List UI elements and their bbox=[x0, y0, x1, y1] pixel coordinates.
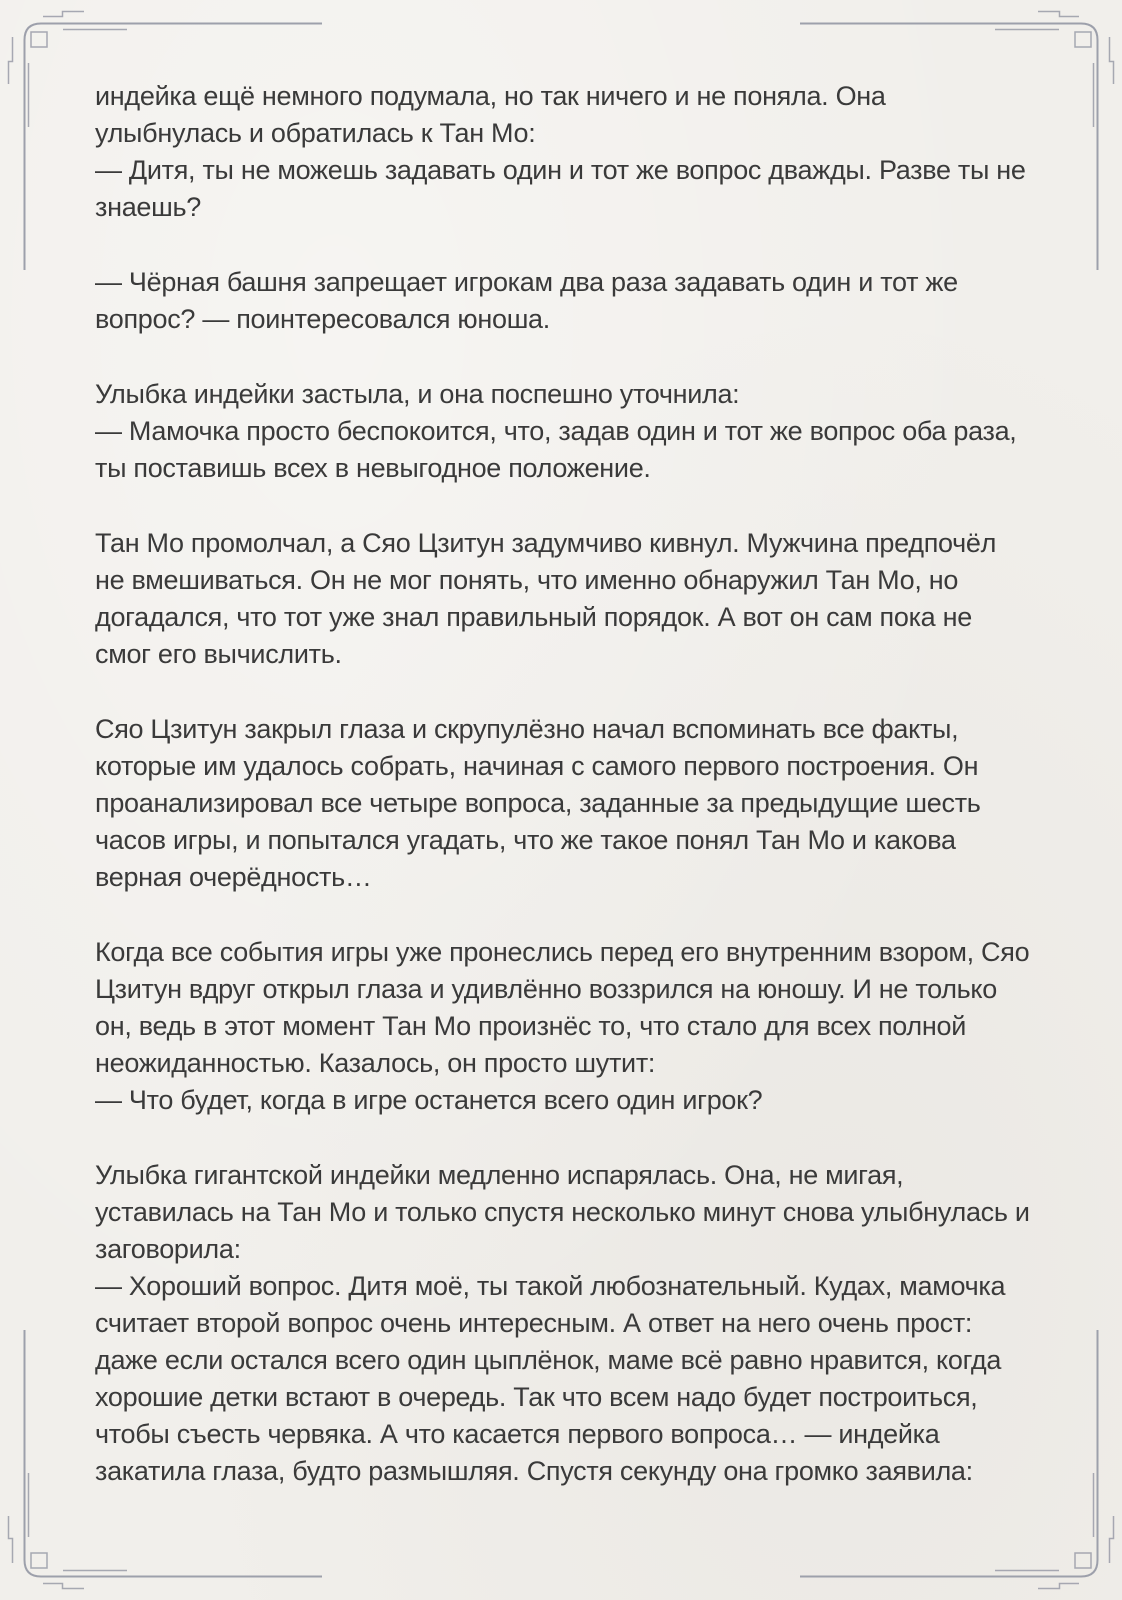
text-line: Сяо Цзитун закрыл глаза и скрупулёзно начал вспоминать все факты, которые им удалось собрать, начиная с самого первого построения. Он проанализировал все четыре вопроса, заданные за предыдущие шесть часов игры, и попытался угадать, что же такое понял Тан Мо и какова верная очерёдность… bbox=[95, 714, 981, 892]
paragraph bbox=[95, 525, 1030, 673]
text-line: Улыбка гигантской индейки медленно испарялась. Она, не мигая, уставилась на Тан Мо и только спустя несколько минут снова улыбнулась и заговорила: bbox=[95, 1160, 1030, 1264]
book-text-block bbox=[95, 78, 1030, 1528]
paragraph bbox=[95, 1157, 1030, 1490]
text-line: — Мамочка просто беспокоится, что, задав один и тот же вопрос оба раза, ты поставишь всех в невыгодное положение. bbox=[95, 416, 1017, 483]
text-line: индейка ещё немного подумала, но так ничего и не поняла. Она улыбнулась и обратилась к Тан Мо: bbox=[95, 81, 886, 148]
text-line: — Что будет, когда в игре останется всего один игрок? bbox=[95, 1085, 763, 1115]
text-line: — Хороший вопрос. Дитя моё, ты такой любознательный. Кудах, мамочка считает второй вопрос очень интересным. А ответ на него очень прост: даже если остался всего один цыплёнок, маме всё равно нравится, когда хорошие детки встают в очередь. Так что всем надо будет построиться, чтобы съесть червяка. А что касается первого вопроса… — индейка закатила глаза, будто размышляя. Спустя секунду она громко заявила: bbox=[95, 1271, 1006, 1486]
paragraph bbox=[95, 711, 1030, 896]
text-line: Тан Мо промолчал, а Сяо Цзитун задумчиво кивнул. Мужчина предпочёл не вмешиваться. Он не мог понять, что именно обнаружил Тан Мо, но догадался, что тот уже знал правильный порядок. А вот он сам пока не смог его вычислить. bbox=[95, 528, 997, 669]
paragraph bbox=[95, 376, 1030, 487]
text-line: Когда все события игры уже пронеслись перед его внутренним взором, Сяо Цзитун вдруг открыл глаза и удивлённо воззрился на юношу. И не только он, ведь в этот момент Тан Мо произнёс то, что стало для всех полной неожиданностью. Казалось, он просто шутит: bbox=[95, 937, 1030, 1078]
paragraph bbox=[95, 78, 1030, 226]
text-line: — Дитя, ты не можешь задавать один и тот же вопрос дважды. Разве ты не знаешь? bbox=[95, 155, 1026, 222]
text-line: — Чёрная башня запрещает игрокам два раза задавать один и тот же вопрос? — поинтересовался юноша. bbox=[95, 267, 958, 334]
text-line: Улыбка индейки застыла, и она поспешно уточнила: bbox=[95, 379, 740, 409]
paragraph bbox=[95, 264, 1030, 338]
paragraph bbox=[95, 934, 1030, 1119]
